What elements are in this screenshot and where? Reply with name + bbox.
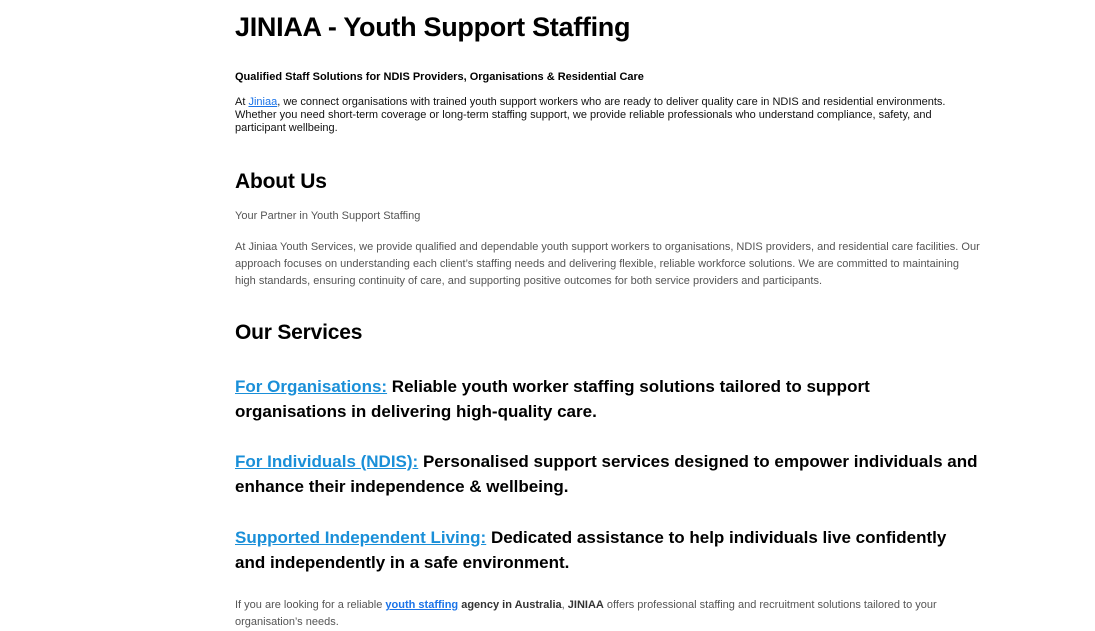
about-heading: About Us [235, 170, 327, 193]
jiniaa-link[interactable]: Jiniaa [248, 96, 278, 108]
service-text-individuals: Personalised support services designed to empower individuals and enhance their independence & wellbeing. [235, 452, 978, 496]
intro-paragraph [235, 96, 980, 135]
youth-staffing-link[interactable]: youth staffing [385, 599, 459, 611]
closing-brand: JINIAA [567, 599, 604, 611]
service-item-independent-living [235, 525, 980, 575]
closing-middle: , [561, 599, 568, 611]
about-body: At Jiniaa Youth Services, we provide qualified and dependable youth support workers to organisations, NDIS providers, and residential care facilities. Our approach focuses on understanding each client’s staffing needs and delivering flexible, reliable workforce solutions. We are committed to maintaining high standards, ensuring continuity of care, and supporting positive outcomes for both service providers and participants. [235, 241, 980, 287]
intro-prefix: At [235, 96, 249, 108]
about-subheading: Your Partner in Youth Support Staffing [235, 210, 421, 222]
service-item-individuals [235, 449, 980, 499]
service-text-independent-living: Dedicated assistance to help individuals live confidently and independently in a safe environment. [235, 528, 947, 572]
service-item-organisations [235, 374, 980, 424]
page-subtitle: Qualified Staff Solutions for NDIS Providers, Organisations & Residential Care [235, 71, 644, 83]
service-link-individuals[interactable]: For Individuals (NDIS): [235, 452, 419, 471]
service-link-organisations[interactable]: For Organisations: [235, 377, 388, 396]
closing-suffix: offers professional staffing and recruitment solutions tailored to your organisation’s needs. [235, 599, 937, 628]
closing-prefix: If you are looking for a reliable [235, 599, 386, 611]
main-content [235, 10, 980, 631]
closing-paragraph [235, 597, 980, 631]
services-heading: Our Services [235, 321, 363, 344]
intro-text: , we connect organisations with trained youth support workers who are ready to deliver quality care in NDIS and residential environments. Whether you need short-term coverage or long-term staffing support, we provide reliable professionals who understand compliance, safety, and participant wellbeing. [235, 96, 946, 134]
service-text-organisations: Reliable youth worker staffing solutions tailored to support organisations in delivering high-quality care. [235, 377, 870, 421]
service-link-independent-living[interactable]: Supported Independent Living: [235, 528, 487, 547]
page-title: JINIAA - Youth Support Staffing [235, 12, 631, 42]
closing-bold-text: agency in Australia [458, 599, 562, 611]
